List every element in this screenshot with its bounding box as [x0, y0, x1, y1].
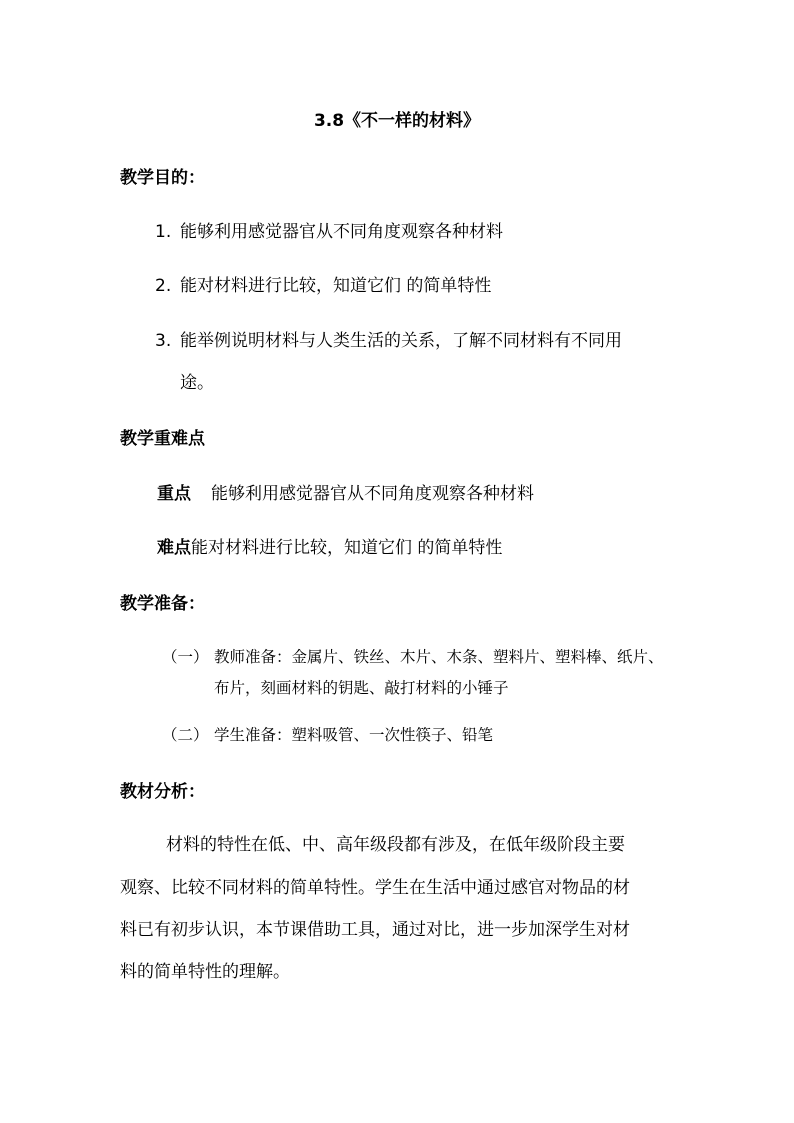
focus-label: 重点 — [157, 484, 191, 504]
analysis-line-2: 观察、比较不同材料的简单特性。学生在生活中通过感官对物品的材 — [120, 878, 630, 898]
difficulty-label: 难点 — [157, 538, 191, 558]
teacher-marker: （一） — [162, 648, 209, 666]
focus-text: 能够利用感觉器官从不同角度观察各种材料 — [211, 484, 534, 504]
difficulty-text: 能对材料进行比较，知道它们 的简单特性 — [191, 538, 503, 558]
analysis-heading: 教材分析： — [120, 782, 205, 802]
teacher-prep-line-1: 教师准备：金属片、铁丝、木片、木条、塑料片、塑料棒、纸片、 — [214, 648, 664, 666]
objective-text: 能够利用感觉器官从不同角度观察各种材料 — [180, 222, 503, 242]
analysis-line-1: 材料的特性在低、中、高年级段都有涉及，在低年级阶段主要 — [166, 835, 625, 855]
objective-item-2 — [155, 271, 491, 296]
teacher-prep-line-2: 布片，刻画材料的钥匙、敲打材料的小锤子 — [214, 679, 509, 697]
analysis-line-4: 料的简单特性的理解。 — [120, 962, 290, 982]
objective-number: 3. — [155, 331, 172, 351]
student-prep-text: 学生准备：塑料吸管、一次性筷子、铅笔 — [214, 726, 494, 744]
analysis-line-3: 料已有初步认识，本节课借助工具，通过对比，进一步加深学生对材 — [120, 920, 630, 940]
objective-number: 1. — [155, 222, 172, 242]
objective-number: 2. — [155, 276, 172, 296]
student-marker: （二） — [162, 726, 209, 744]
objective-text: 能举例说明材料与人类生活的关系，了解不同材料有不同用 — [180, 331, 622, 351]
objective-item-3 — [155, 326, 622, 351]
objective-item-1 — [155, 217, 503, 242]
preparation-heading: 教学准备： — [120, 594, 205, 614]
page-title: 3.8《不一样的材料》 — [313, 111, 481, 131]
key-points-heading: 教学重难点 — [120, 429, 205, 449]
objective-text: 能对材料进行比较，知道它们 的简单特性 — [180, 276, 492, 296]
objective-item-3-continuation: 途。 — [180, 373, 214, 393]
difficulty-line — [157, 533, 502, 558]
focus-line — [157, 479, 534, 504]
objectives-heading: 教学目的： — [120, 168, 205, 188]
